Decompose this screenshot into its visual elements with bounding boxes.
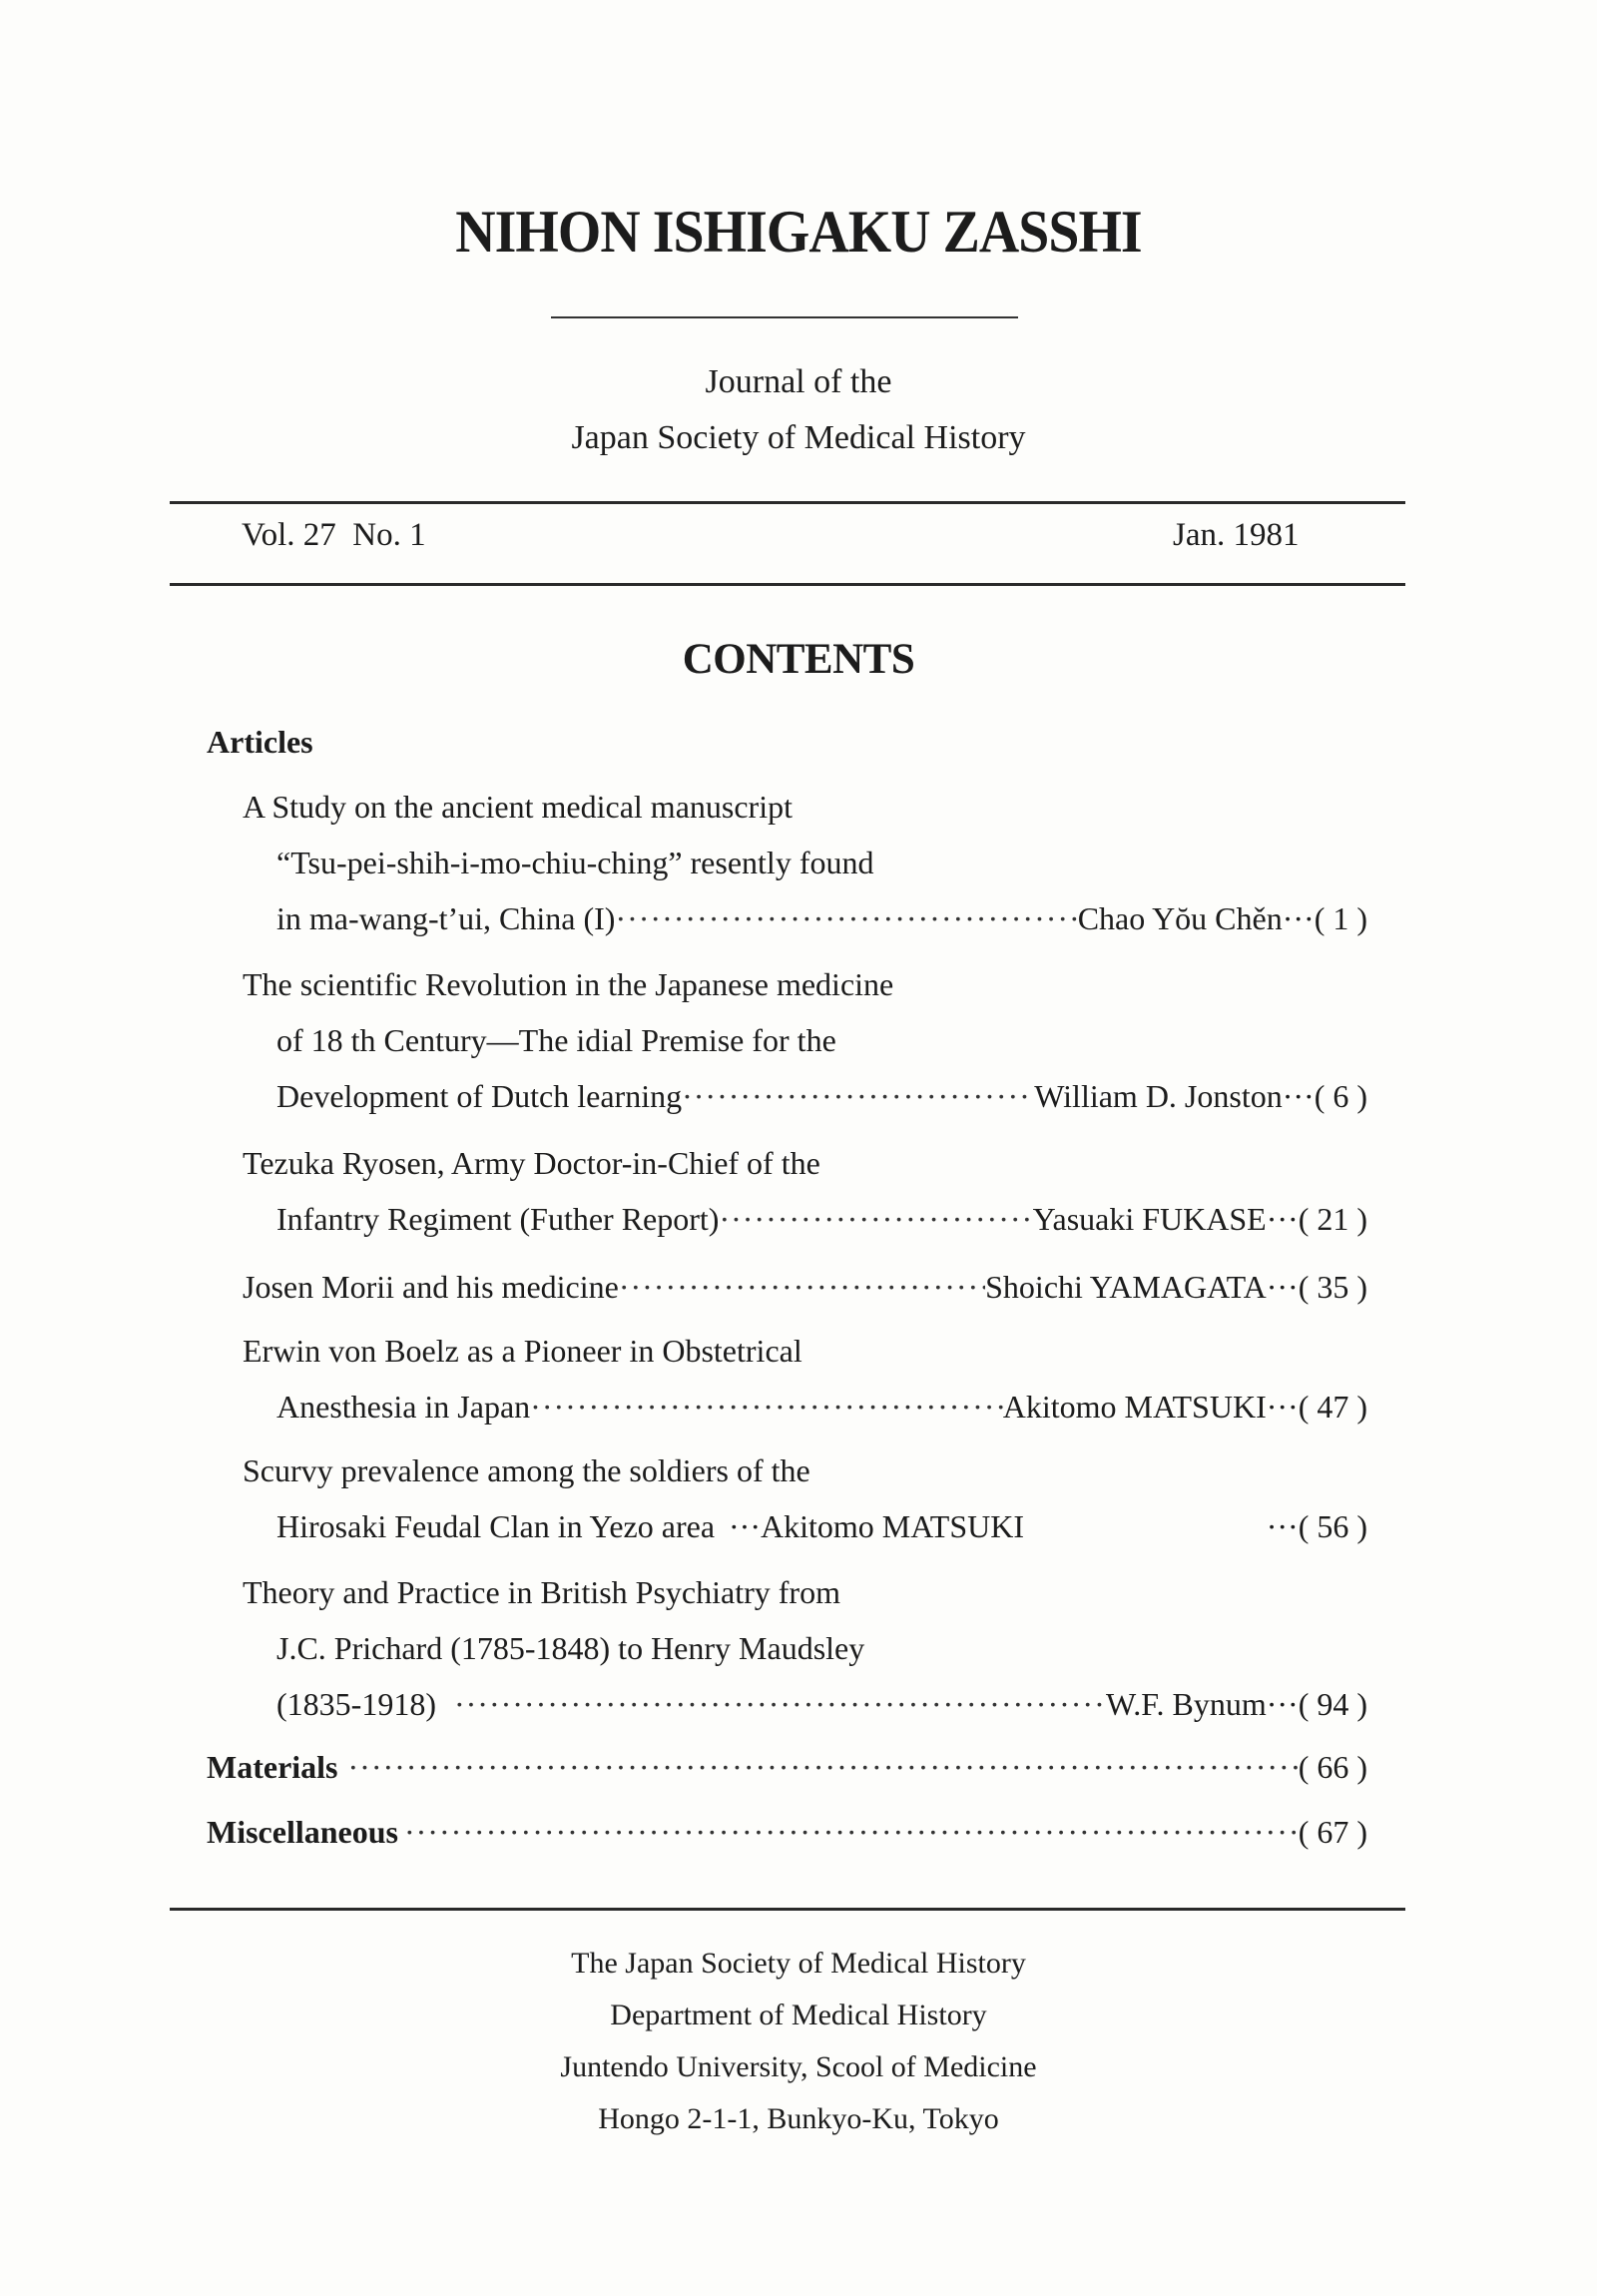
article-7-page: ( 94 )	[1298, 1686, 1367, 1722]
article-5-line-1[interactable]: Erwin von Boelz as a Pioneer in Obstetrical	[243, 1333, 802, 1369]
dot-leader	[615, 900, 1077, 937]
materials-entry[interactable]	[207, 1749, 1367, 1786]
article-2-author: William D. Jonston	[1034, 1078, 1283, 1114]
article-7-title-end: (1835-1918)	[276, 1686, 436, 1722]
article-6-title-end: Hirosaki Feudal Clan in Yezo area	[276, 1508, 716, 1544]
dot-leader	[719, 1201, 1032, 1238]
materials-page: ( 66 )	[1298, 1749, 1367, 1785]
article-2-title-end: Development of Dutch learning	[276, 1078, 683, 1114]
publisher-line-1: The Japan Society of Medical History	[571, 1947, 1026, 1980]
masthead-rule-top	[170, 501, 1405, 504]
article-4-page: ( 35 )	[1298, 1269, 1367, 1305]
materials-label: Materials	[207, 1749, 338, 1785]
journal-title: NIHON ISHIGAKU ZASSHI	[455, 199, 1142, 265]
publisher-line-4: Hongo 2-1-1, Bunkyo-Ku, Tokyo	[598, 2102, 999, 2135]
article-3-page: ( 21 )	[1298, 1201, 1367, 1237]
article-7-author: W.F. Bynum	[1105, 1686, 1267, 1722]
dot-leader-short: ···	[1266, 1201, 1299, 1237]
dot-leader	[530, 1389, 1003, 1426]
article-3-entry[interactable]	[276, 1201, 1367, 1238]
dot-leader	[619, 1269, 985, 1306]
article-3-title-end: Infantry Regiment (Futher Report)	[276, 1201, 720, 1237]
article-6-entry[interactable]	[276, 1508, 1367, 1545]
article-1-line-1[interactable]: A Study on the ancient medical manuscript	[243, 789, 793, 825]
miscellaneous-label: Miscellaneous	[207, 1814, 398, 1850]
publisher-line-2: Department of Medical History	[610, 1999, 987, 2031]
article-1-title-end: in ma-wang-t’ui, China (I)	[276, 900, 616, 936]
article-1-line-2[interactable]: “Tsu-pei-shih-i-mo-chiu-ching” resently found	[276, 845, 874, 880]
article-5-author: Akitomo MATSUKI	[1002, 1389, 1267, 1425]
journal-subtitle-line2: Japan Society of Medical History	[571, 419, 1026, 456]
article-3-author: Yasuaki FUKASE	[1032, 1201, 1267, 1237]
article-7-entry[interactable]	[276, 1686, 1367, 1723]
article-6-author: Akitomo MATSUKI	[760, 1508, 1024, 1544]
dot-leader	[682, 1078, 1034, 1115]
article-6-page: ( 56 )	[1298, 1508, 1367, 1544]
dot-leader	[404, 1814, 1299, 1851]
journal-subtitle-line1: Journal of the	[705, 363, 892, 400]
article-2-line-1[interactable]: The scientific Revolution in the Japanese medicine	[243, 966, 894, 1002]
title-divider	[551, 316, 1018, 318]
volume-number: Vol. 27 No. 1	[242, 517, 426, 553]
dot-leader	[454, 1686, 1106, 1723]
article-2-page: ( 6 )	[1314, 1078, 1367, 1114]
article-2-entry[interactable]	[276, 1078, 1367, 1115]
article-2-line-2[interactable]: of 18 th Century—The idial Premise for the	[276, 1022, 836, 1058]
article-4-author: Shoichi YAMAGATA	[985, 1269, 1267, 1305]
contents-heading: CONTENTS	[682, 636, 915, 683]
article-7-line-1[interactable]: Theory and Practice in British Psychiatry from	[243, 1574, 840, 1610]
article-1-author: Chao Yŏu Chěn	[1077, 900, 1283, 936]
article-1-page: ( 1 )	[1314, 900, 1367, 936]
masthead-rule-bottom	[170, 583, 1405, 586]
article-5-title-end: Anesthesia in Japan	[276, 1389, 531, 1425]
dot-leader-short: ···	[1266, 1389, 1299, 1425]
miscellaneous-page: ( 67 )	[1298, 1814, 1367, 1850]
miscellaneous-entry[interactable]	[207, 1814, 1367, 1851]
footer-rule	[170, 1908, 1405, 1911]
dot-leader	[348, 1749, 1299, 1786]
dot-leader-short: ···	[1266, 1269, 1299, 1305]
article-7-line-2[interactable]: J.C. Prichard (1785-1848) to Henry Maudsley	[276, 1630, 865, 1666]
article-5-entry[interactable]	[276, 1389, 1367, 1426]
article-4-title: Josen Morii and his medicine	[243, 1269, 619, 1305]
dot-leader-short: ···	[1282, 1078, 1315, 1114]
article-6-line-1[interactable]: Scurvy prevalence among the soldiers of the	[243, 1452, 810, 1488]
publisher-line-3: Juntendo University, Scool of Medicine	[560, 2050, 1037, 2083]
article-3-line-1[interactable]: Tezuka Ryosen, Army Doctor-in-Chief of the	[243, 1145, 820, 1181]
dot-leader-short: ···	[1266, 1508, 1299, 1544]
article-1-entry[interactable]	[276, 900, 1367, 937]
dot-leader-short: ···	[1282, 900, 1315, 936]
articles-heading: Articles	[207, 724, 313, 760]
dot-leader-short: ···	[1266, 1686, 1299, 1722]
issue-date: Jan. 1981	[1173, 517, 1300, 553]
article-5-page: ( 47 )	[1298, 1389, 1367, 1425]
article-4-entry[interactable]	[243, 1269, 1367, 1306]
dot-leader-short: ···	[729, 1508, 761, 1544]
